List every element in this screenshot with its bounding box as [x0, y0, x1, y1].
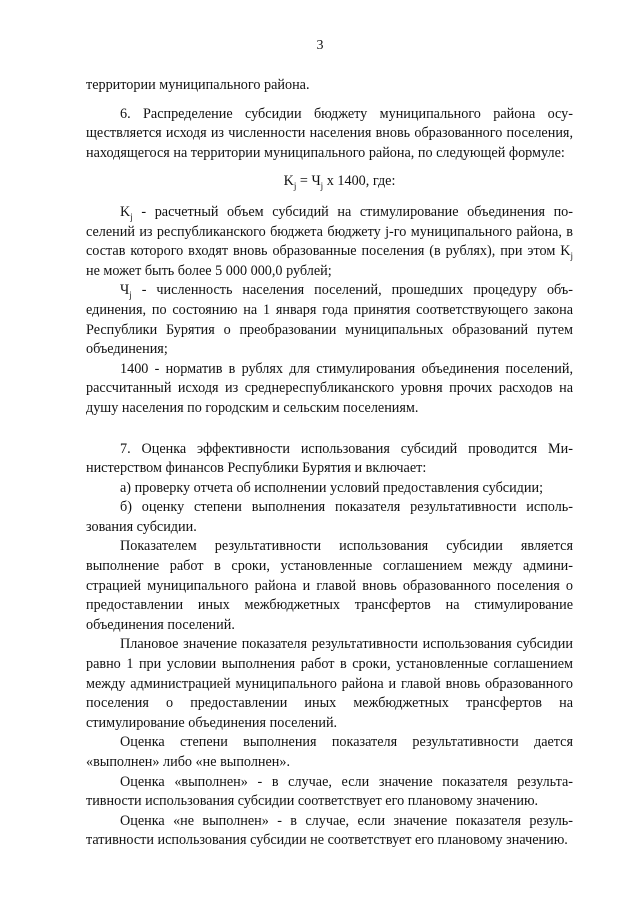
- page-number: 3: [316, 38, 324, 53]
- definition-ch-symbol: Ч: [120, 282, 130, 299]
- paragraph-assessment-not-done: Оценка «не выполнен» - в случае, если значение показателя результативности использования субсидии не соответствует его плановому значению.: [86, 812, 573, 849]
- paragraph-7: 7. Оценка эффективности использования субсидий проводится Министерством финансов Республики Бурятия и включает:: [86, 440, 573, 477]
- paragraph-7a: а) проверку отчета об исполнении условий предоставления субсидии;: [120, 479, 544, 496]
- paragraph-planned-value: Плановое значение показателя результативности использования субсидии равно 1 при условии выполнения работ в сроки, установленные соглашением между администрацией муниципального района и главой вновь образованного поселения о предоставлении иных межбюджетных трансфертов на стимулирование объединения поселений.: [86, 636, 573, 731]
- paragraph-indicator: Показателем результативности использования субсидии является выполнение работ в сроки, установленные соглашением между администрацией муниципального района и главой вновь образованного поселения о предоставлении иных межбюджетных трансфертов на стимулирование объединения поселений.: [86, 538, 573, 633]
- formula-k-subscript: j: [293, 181, 297, 192]
- definition-k-text: - расчетный объем субсидий на стимулирование объединения поселений из республиканского бюджета бюджету j-го муниципального района, в состав которого входят вновь образованные поселения (в рублях), при этом K: [86, 203, 573, 260]
- formula-ch-subscript: j: [320, 181, 324, 192]
- paragraph-continuation: территории муниципального района.: [86, 77, 310, 93]
- formula-k: K: [283, 173, 294, 190]
- paragraph-7b: б) оценку степени выполнения показателя результативности использования субсидии.: [86, 499, 573, 535]
- formula: [86, 172, 573, 192]
- formula-rest: x 1400, где:: [323, 173, 396, 190]
- paragraph-6: 6. Распределение субсидии бюджету муниципального района осуществляется исходя из численности населения вновь образованного поселения, находящегося на территории муниципального района, по следующей формуле:: [86, 105, 573, 161]
- definition-k-symbol: K: [120, 203, 131, 220]
- definition-ch-text: - численность населения поселений, прошедших процедуру объединения, по состоянию на 1 января года принятия соответствующего закона Республики Бурятия о преобразовании муниципальных образований путем объединения;: [86, 282, 573, 358]
- definition-k-subscript: j: [130, 211, 133, 222]
- paragraph-assessment: Оценка степени выполнения показателя результативности дается «выполнен» либо «не выполнен».: [86, 734, 573, 770]
- definition-k-subscript-2: j: [570, 250, 573, 261]
- document-body: [86, 76, 573, 851]
- paragraph-assessment-done: Оценка «выполнен» - в случае, если значение показателя результативности использования субсидии соответствует его плановому значению.: [86, 773, 573, 810]
- definition-ch: [86, 281, 573, 359]
- definition-ch-subscript: j: [129, 290, 132, 301]
- definition-1400: 1400 - норматив в рублях для стимулирования объединения поселений, рассчитанный исходя из среднереспубликанского уровня прочих расходов на душу населения по городским и сельским поселениям.: [86, 360, 573, 416]
- formula-eq: = Ч: [296, 173, 321, 190]
- definition-k-text-2: не может быть более 5 000 000,0 рублей;: [86, 262, 332, 279]
- definition-k: [86, 203, 573, 281]
